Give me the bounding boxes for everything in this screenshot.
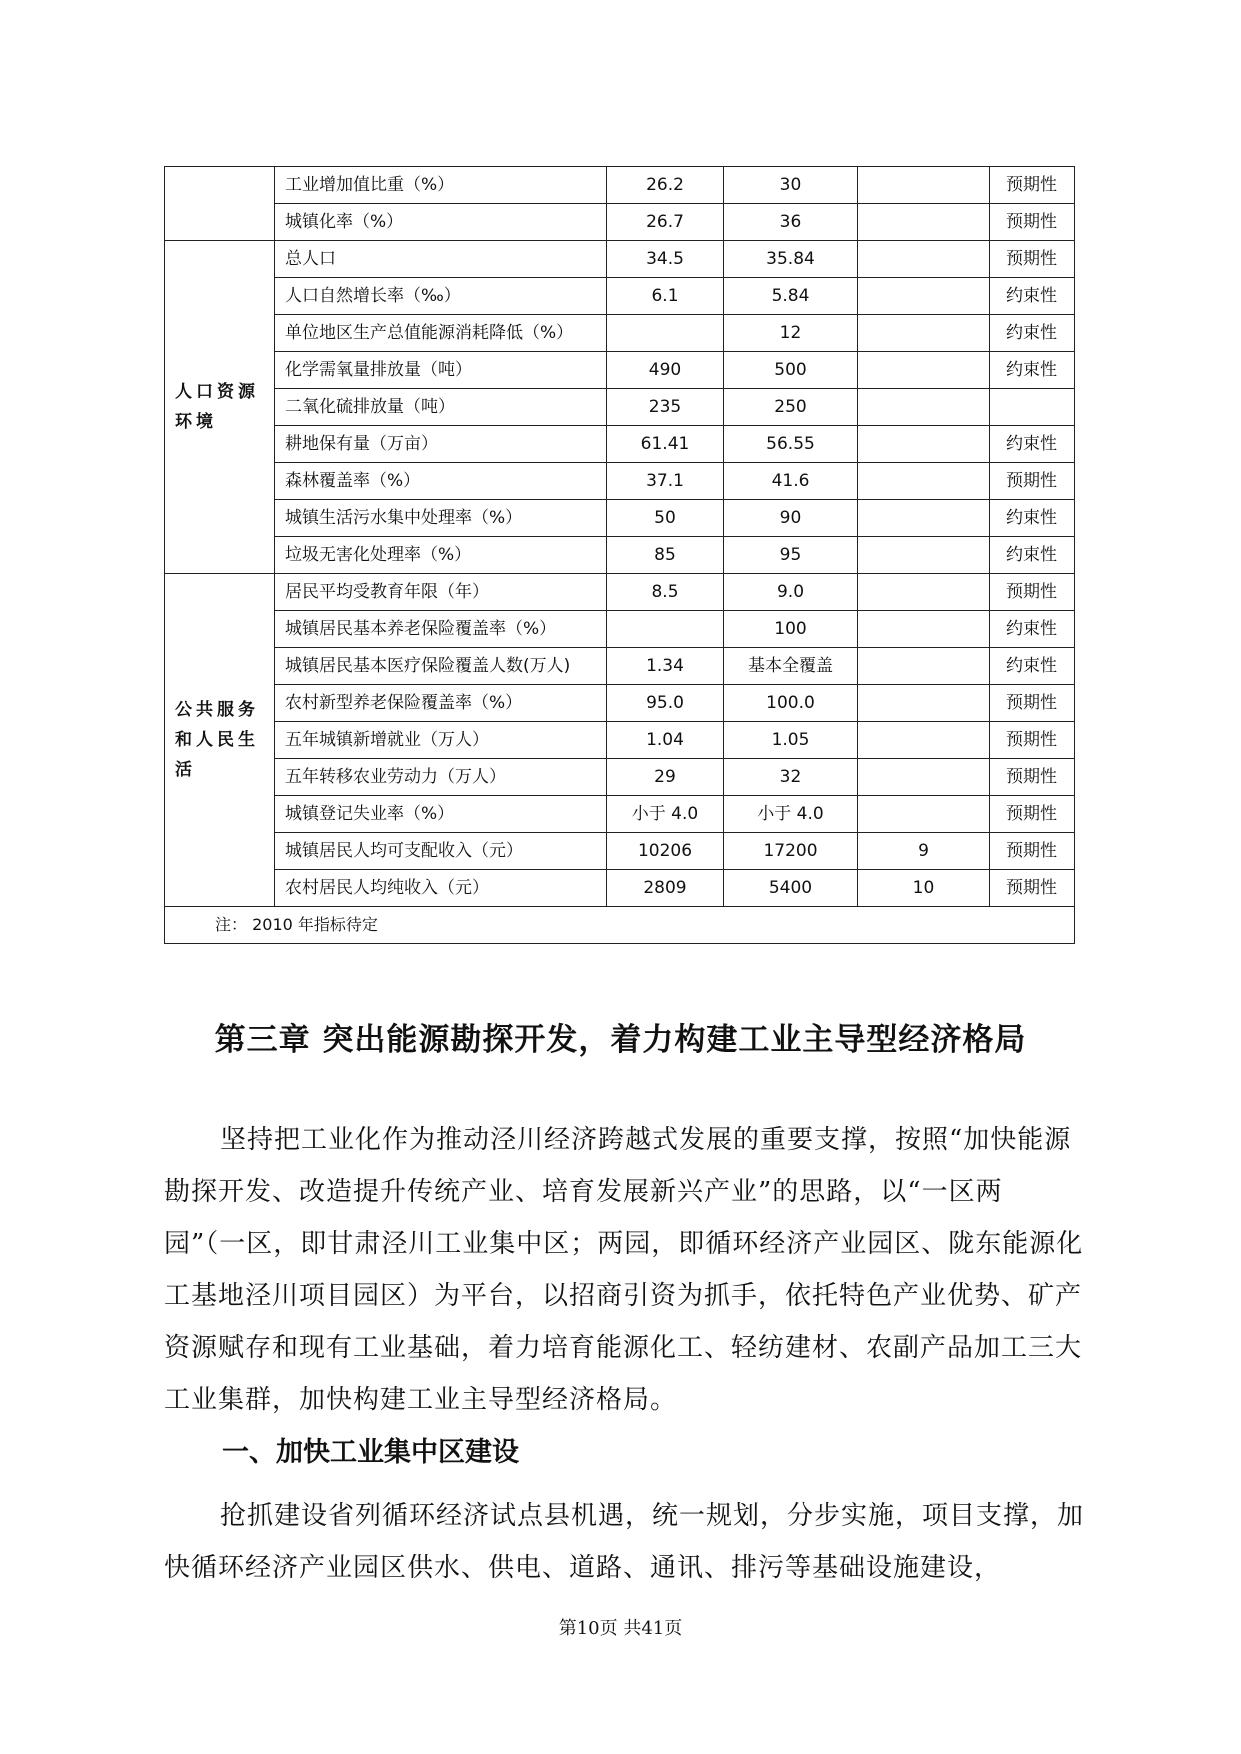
table-row bbox=[165, 463, 1075, 500]
growth-value-cell bbox=[858, 167, 990, 204]
table-row bbox=[165, 870, 1075, 907]
growth-value-cell bbox=[858, 500, 990, 537]
growth-value-cell bbox=[858, 685, 990, 722]
base-value-cell bbox=[607, 611, 724, 648]
indicator-cell: 城镇居民基本养老保险覆盖率（%） bbox=[275, 611, 607, 648]
attribute-cell: 预期性 bbox=[990, 833, 1075, 870]
table-note: 注： 2010 年指标待定 bbox=[165, 907, 1075, 944]
target-value-cell: 小于 4.0 bbox=[724, 796, 858, 833]
base-value-cell: 61.41 bbox=[607, 426, 724, 463]
table-row bbox=[165, 722, 1075, 759]
growth-value-cell bbox=[858, 759, 990, 796]
indicator-cell: 垃圾无害化处理率（%） bbox=[275, 537, 607, 574]
indicator-cell: 化学需氧量排放量（吨） bbox=[275, 352, 607, 389]
indicator-cell: 农村居民人均纯收入（元） bbox=[275, 870, 607, 907]
table-row bbox=[165, 315, 1075, 352]
target-value-cell: 基本全覆盖 bbox=[724, 648, 858, 685]
indicator-cell: 森林覆盖率（%） bbox=[275, 463, 607, 500]
attribute-cell: 约束性 bbox=[990, 315, 1075, 352]
indicators-table bbox=[164, 166, 1075, 944]
indicator-cell: 单位地区生产总值能源消耗降低（%） bbox=[275, 315, 607, 352]
target-value-cell: 500 bbox=[724, 352, 858, 389]
growth-value-cell bbox=[858, 796, 990, 833]
base-value-cell: 235 bbox=[607, 389, 724, 426]
base-value-cell: 37.1 bbox=[607, 463, 724, 500]
table-note-row bbox=[165, 907, 1075, 944]
target-value-cell: 95 bbox=[724, 537, 858, 574]
attribute-cell: 约束性 bbox=[990, 278, 1075, 315]
section-title: 一、加快工业集中区建设 bbox=[222, 1437, 519, 1468]
growth-value-cell bbox=[858, 463, 990, 500]
table-row bbox=[165, 611, 1075, 648]
table-row bbox=[165, 574, 1075, 611]
growth-value-cell bbox=[858, 315, 990, 352]
target-value-cell: 12 bbox=[724, 315, 858, 352]
base-value-cell: 95.0 bbox=[607, 685, 724, 722]
table-row bbox=[165, 389, 1075, 426]
attribute-cell: 预期性 bbox=[990, 796, 1075, 833]
attribute-cell: 预期性 bbox=[990, 167, 1075, 204]
growth-value-cell bbox=[858, 389, 990, 426]
base-value-cell: 1.04 bbox=[607, 722, 724, 759]
indicator-cell: 居民平均受教育年限（年） bbox=[275, 574, 607, 611]
chapter-title: 第三章 突出能源勘探开发，着力构建工业主导型经济格局 bbox=[214, 1022, 1027, 1058]
base-value-cell: 26.2 bbox=[607, 167, 724, 204]
table-row bbox=[165, 426, 1075, 463]
base-value-cell: 6.1 bbox=[607, 278, 724, 315]
growth-value-cell: 10 bbox=[858, 870, 990, 907]
base-value-cell: 29 bbox=[607, 759, 724, 796]
base-value-cell: 2809 bbox=[607, 870, 724, 907]
base-value-cell: 490 bbox=[607, 352, 724, 389]
base-value-cell bbox=[607, 315, 724, 352]
indicator-cell: 城镇登记失业率（%） bbox=[275, 796, 607, 833]
attribute-cell: 约束性 bbox=[990, 352, 1075, 389]
table-row bbox=[165, 500, 1075, 537]
target-value-cell: 32 bbox=[724, 759, 858, 796]
target-value-cell: 17200 bbox=[724, 833, 858, 870]
page-footer: 第10页 共41页 bbox=[558, 1618, 683, 1639]
indicator-cell: 城镇居民人均可支配收入（元） bbox=[275, 833, 607, 870]
growth-value-cell bbox=[858, 204, 990, 241]
table-row bbox=[165, 204, 1075, 241]
growth-value-cell bbox=[858, 241, 990, 278]
target-value-cell: 5.84 bbox=[724, 278, 858, 315]
base-value-cell: 50 bbox=[607, 500, 724, 537]
target-value-cell: 1.05 bbox=[724, 722, 858, 759]
target-value-cell: 36 bbox=[724, 204, 858, 241]
growth-value-cell: 9 bbox=[858, 833, 990, 870]
attribute-cell: 预期性 bbox=[990, 204, 1075, 241]
attribute-cell: 约束性 bbox=[990, 611, 1075, 648]
base-value-cell: 10206 bbox=[607, 833, 724, 870]
indicator-cell: 工业增加值比重（%） bbox=[275, 167, 607, 204]
attribute-cell: 预期性 bbox=[990, 759, 1075, 796]
table-row bbox=[165, 167, 1075, 204]
table-row bbox=[165, 833, 1075, 870]
base-value-cell: 26.7 bbox=[607, 204, 724, 241]
attribute-cell: 预期性 bbox=[990, 241, 1075, 278]
indicator-cell: 五年转移农业劳动力（万人） bbox=[275, 759, 607, 796]
growth-value-cell bbox=[858, 722, 990, 759]
indicator-cell: 城镇居民基本医疗保险覆盖人数(万人) bbox=[275, 648, 607, 685]
target-value-cell: 9.0 bbox=[724, 574, 858, 611]
table-row bbox=[165, 648, 1075, 685]
attribute-cell: 预期性 bbox=[990, 685, 1075, 722]
target-value-cell: 56.55 bbox=[724, 426, 858, 463]
target-value-cell: 250 bbox=[724, 389, 858, 426]
growth-value-cell bbox=[858, 611, 990, 648]
target-value-cell: 5400 bbox=[724, 870, 858, 907]
indicator-cell: 城镇生活污水集中处理率（%） bbox=[275, 500, 607, 537]
base-value-cell: 85 bbox=[607, 537, 724, 574]
indicator-cell: 耕地保有量（万亩） bbox=[275, 426, 607, 463]
base-value-cell: 小于 4.0 bbox=[607, 796, 724, 833]
target-value-cell: 41.6 bbox=[724, 463, 858, 500]
growth-value-cell bbox=[858, 426, 990, 463]
target-value-cell: 30 bbox=[724, 167, 858, 204]
attribute-cell bbox=[990, 389, 1075, 426]
attribute-cell: 约束性 bbox=[990, 537, 1075, 574]
attribute-cell: 预期性 bbox=[990, 574, 1075, 611]
table-row bbox=[165, 796, 1075, 833]
attribute-cell: 约束性 bbox=[990, 648, 1075, 685]
growth-value-cell bbox=[858, 352, 990, 389]
paragraph: 抢抓建设省列循环经济试点县机遇，统一规划，分步实施，项目支撑，加快循环经济产业园区供水、供电、道路、通讯、排污等基础设施建设， bbox=[164, 1501, 1085, 1583]
table-row bbox=[165, 685, 1075, 722]
target-value-cell: 100 bbox=[724, 611, 858, 648]
attribute-cell: 预期性 bbox=[990, 722, 1075, 759]
table-row bbox=[165, 759, 1075, 796]
category-cell: 人口资源环境 bbox=[165, 241, 275, 574]
indicator-cell: 城镇化率（%） bbox=[275, 204, 607, 241]
paragraph: 坚持把工业化作为推动泾川经济跨越式发展的重要支撑，按照“加快能源勘探开发、改造提升传统产业、培育发展新兴产业”的思路，以“一区两园”（一区，即甘肃泾川工业集中区；两园，即循环经济产业园区、陇东能源化工基地泾川项目园区）为平台，以招商引资为抓手，依托特色产业优势、矿产资源赋存和现有工业基础，着力培育能源化工、轻纺建材、农副产品加工三大工业集群，加快构建工业主导型经济格局。 bbox=[164, 1125, 1084, 1415]
growth-value-cell bbox=[858, 574, 990, 611]
attribute-cell: 预期性 bbox=[990, 870, 1075, 907]
indicator-cell: 二氧化硫排放量（吨） bbox=[275, 389, 607, 426]
table-row bbox=[165, 352, 1075, 389]
category-cell: 公共服务和人民生活 bbox=[165, 574, 275, 907]
table-row bbox=[165, 537, 1075, 574]
indicator-cell: 农村新型养老保险覆盖率（%） bbox=[275, 685, 607, 722]
attribute-cell: 预期性 bbox=[990, 463, 1075, 500]
target-value-cell: 90 bbox=[724, 500, 858, 537]
indicator-cell: 人口自然增长率（‰） bbox=[275, 278, 607, 315]
table-row bbox=[165, 241, 1075, 278]
growth-value-cell bbox=[858, 278, 990, 315]
base-value-cell: 34.5 bbox=[607, 241, 724, 278]
growth-value-cell bbox=[858, 537, 990, 574]
table-row bbox=[165, 278, 1075, 315]
category-cell bbox=[165, 167, 275, 241]
base-value-cell: 8.5 bbox=[607, 574, 724, 611]
base-value-cell: 1.34 bbox=[607, 648, 724, 685]
attribute-cell: 约束性 bbox=[990, 426, 1075, 463]
indicator-cell: 总人口 bbox=[275, 241, 607, 278]
target-value-cell: 35.84 bbox=[724, 241, 858, 278]
indicator-cell: 五年城镇新增就业（万人） bbox=[275, 722, 607, 759]
attribute-cell: 约束性 bbox=[990, 500, 1075, 537]
target-value-cell: 100.0 bbox=[724, 685, 858, 722]
growth-value-cell bbox=[858, 648, 990, 685]
